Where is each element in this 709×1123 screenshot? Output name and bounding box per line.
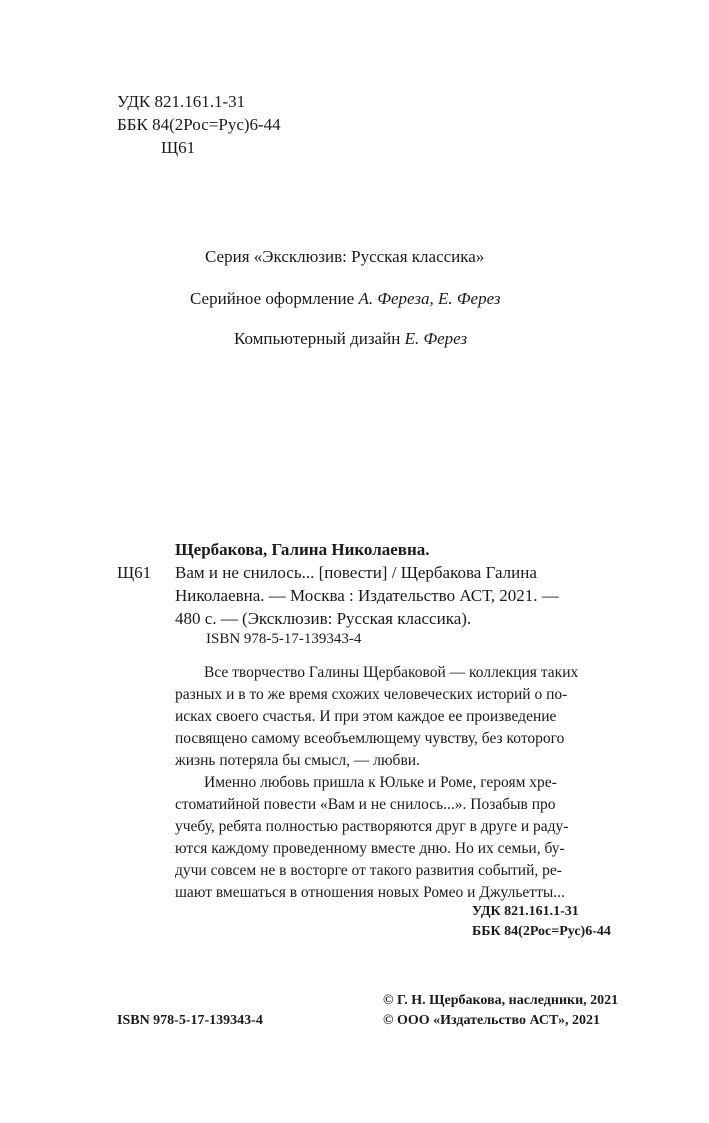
card-bbk: ББК 84(2Рос=Рус)6-44 bbox=[472, 924, 611, 939]
description-line: Вам и не снилось... [повести] / Щербакова Галина bbox=[175, 563, 537, 582]
card-description bbox=[175, 561, 559, 630]
card-sign: Щ61 bbox=[117, 563, 152, 582]
card-isbn: ISBN 978-5-17-139343-4 bbox=[206, 631, 362, 647]
cover-design-names: А. Фереза, Е. Ферез bbox=[358, 289, 501, 308]
annotation bbox=[175, 662, 578, 904]
cover-design-credit bbox=[190, 288, 501, 310]
annotation-line: ются каждому проведенному вместе дню. Но их семьи, бу- bbox=[175, 840, 565, 857]
udk-code: УДК 821.161.1-31 bbox=[117, 92, 246, 111]
cover-design-label: Серийное оформление bbox=[190, 289, 359, 308]
annotation-line: учебу, ребята полностью растворяются друг в друге и радy- bbox=[175, 818, 569, 835]
description-line: 480 с. — (Эксклюзив: Русская классика). bbox=[175, 609, 472, 628]
series-line: Серия «Эксклюзив: Русская классика» bbox=[205, 247, 485, 266]
bbk-code: ББК 84(2Рос=Рус)6-44 bbox=[117, 115, 281, 134]
card-udk: УДК 821.161.1-31 bbox=[472, 904, 579, 919]
annotation-line: Именно любовь пришла к Юльке и Роме, героям хре- bbox=[204, 774, 557, 791]
author-heading: Щербакова, Галина Николаевна. bbox=[175, 540, 430, 559]
computer-design-credit bbox=[234, 328, 467, 350]
annotation-line: Все творчество Галины Щербаковой — коллекция таких bbox=[204, 664, 579, 681]
footer-isbn: ISBN 978-5-17-139343-4 bbox=[117, 1013, 263, 1028]
annotation-line: разных и в то же время схожих человеческих историй о по- bbox=[175, 686, 568, 703]
annotation-line: дучи совсем не в восторге от такого развития событий, ре- bbox=[175, 862, 562, 879]
annotation-line: стоматийной повести «Вам и не снилось...». Позабыв про bbox=[175, 796, 556, 813]
author-sign: Щ61 bbox=[161, 138, 196, 157]
annotation-line: исках своего счастья. И при этом каждое ее произведение bbox=[175, 708, 557, 725]
annotation-line: шают вмешаться в отношения новых Ромео и Джульетты... bbox=[175, 884, 565, 901]
computer-design-name: Е. Ферез bbox=[404, 329, 468, 348]
annotation-line: посвящено самому всеобъемлющему чувству, без которого bbox=[175, 730, 565, 747]
annotation-line: жизнь потеряла бы смысл, — любви. bbox=[175, 752, 420, 769]
computer-design-label: Компьютерный дизайн bbox=[234, 329, 405, 348]
description-line: Николаевна. — Москва : Издательство АСТ, 2021. — bbox=[175, 586, 559, 605]
copyright-publisher: © ООО «Издательство АСТ», 2021 bbox=[383, 1013, 601, 1028]
copyright-author: © Г. Н. Щербакова, наследники, 2021 bbox=[383, 993, 619, 1008]
